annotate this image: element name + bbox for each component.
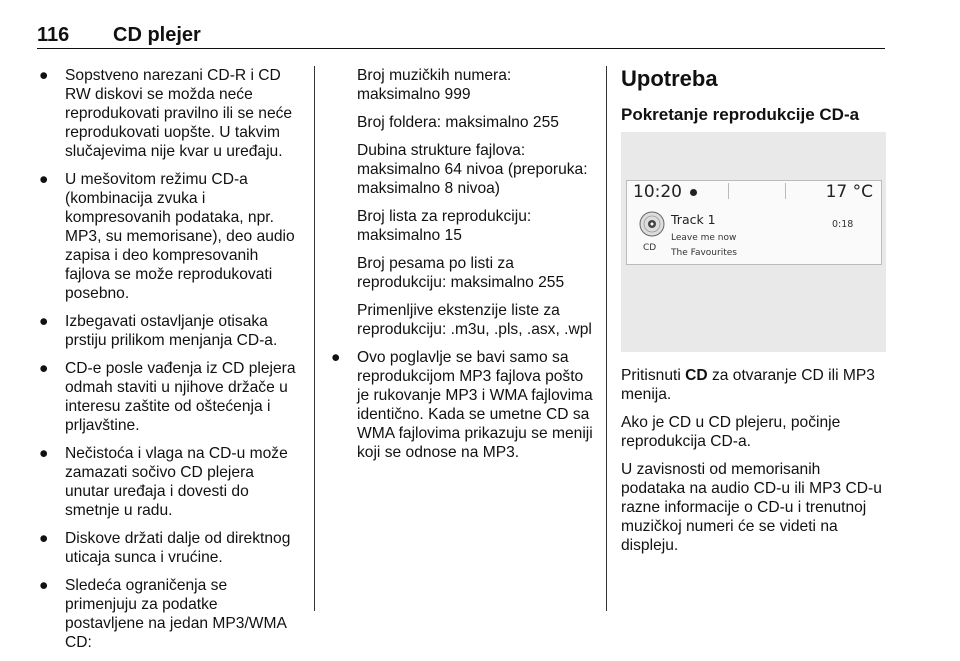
limit-item: Broj muzičkih numera: maksimalno 999 [357, 67, 512, 103]
column-2 [329, 66, 595, 471]
bullet-icon: ● [39, 360, 49, 377]
display-illustration [621, 132, 886, 352]
limit-item: Broj lista za reprodukciju: maksimalno 15 [357, 208, 532, 244]
paragraph: U zavisnosti od memorisanih podataka na audio CD-u ili MP3 CD-u razne informacije o CD-u i trenutnoj muzičkoj numeri će se videti na displeju. [621, 461, 882, 554]
column-divider [606, 66, 607, 611]
list-item: ● CD-e posle vađenja iz CD plejera odmah staviti u njihove držače u interesu zaštite od oštećenja i prljavštine. [39, 360, 296, 434]
track-title: Track 1 [671, 212, 716, 227]
cd-disc-icon [639, 211, 665, 237]
chapter-title: CD plejer [113, 24, 201, 46]
elapsed-time: 0:18 [832, 219, 854, 230]
infotainment-display [626, 180, 882, 265]
display-divider [785, 183, 786, 199]
cd-key-label: CD [685, 367, 708, 384]
list-item: ● Diskove držati dalje od direktnog uticaja sunca i vrućine. [39, 530, 291, 566]
bullet-icon: ● [39, 313, 49, 330]
list-item: ● Ovo poglavlje se bavi samo sa reprodukcijom MP3 fajlova pošto je rukovanje MP3 i WMA fajlovima identično. Kada se umetne CD sa WMA fajlovima prikazuju se meniji koji se odnose na MP3. [331, 349, 593, 461]
column-divider [314, 66, 315, 611]
page-header [37, 24, 885, 49]
clock-readout: 10:20 [633, 182, 682, 202]
limit-item: Broj pesama po listi za reprodukciju: maksimalno 255 [357, 255, 565, 291]
list-item: ● Nečistoća i vlaga na CD-u može zamazati sočivo CD plejera unutar uređaja i dovesti do smetnje u radu. [39, 445, 288, 519]
list-item: ● Sopstveno narezani CD-R i CD RW diskovi se možda neće reprodukovati pravilno ili se neće reprodukovati uopšte. U takvim slučajevima nije kvar u uređaju. [39, 67, 293, 160]
bullet-icon: ● [39, 171, 49, 188]
bullet-icon: ● [39, 445, 49, 462]
paragraph: Ako je CD u CD plejeru, počinje reprodukcija CD-a. [621, 414, 841, 450]
bullet-icon: ● [331, 349, 341, 366]
section-heading: Upotreba [621, 66, 718, 91]
page-number: 116 [37, 24, 70, 46]
song-name: Leave me now [671, 233, 737, 243]
list-item: ● Sledeća ograničenja se primenjuju za podatke postavljene na jedan MP3/WMA CD: [39, 577, 287, 651]
subsection-heading: Pokretanje reprodukcije CD-a [621, 105, 860, 124]
list-item: ● U mešovitom režimu CD-a (kombinacija zvuka i kompresovanih podataka, npr. MP3, su memorisane), deo audio zapisa i deo kompresovanih fajlova se može reprodukovati posebno. [39, 171, 295, 302]
temperature-readout: 17 °C [825, 182, 873, 202]
list-item: ● Izbegavati ostavljanje otisaka prstiju prilikom menjanja CD-a. [39, 313, 278, 349]
artist-name: The Favourites [671, 248, 737, 258]
limit-item: Primenljive ekstenzije liste za reprodukciju: .m3u, .pls, .asx, .wpl [357, 302, 592, 338]
column-3 [621, 66, 886, 564]
limit-item: Dubina strukture fajlova: maksimalno 64 nivoa (preporuka: maksimalno 8 nivoa) [357, 142, 588, 197]
note-list [329, 348, 595, 462]
display-divider [728, 183, 729, 199]
bullet-icon: ● [39, 530, 49, 547]
limit-item: Broj foldera: maksimalno 255 [357, 114, 559, 131]
bullet-icon: ● [39, 577, 49, 594]
instruction-paragraph: Pritisnuti CD za otvaranje CD ili MP3 menija. [621, 367, 875, 403]
bullet-icon: ● [39, 67, 49, 84]
source-label: CD [643, 243, 657, 253]
status-dot-icon [690, 189, 697, 196]
column-1 [37, 66, 300, 661]
precautions-list [37, 66, 300, 652]
